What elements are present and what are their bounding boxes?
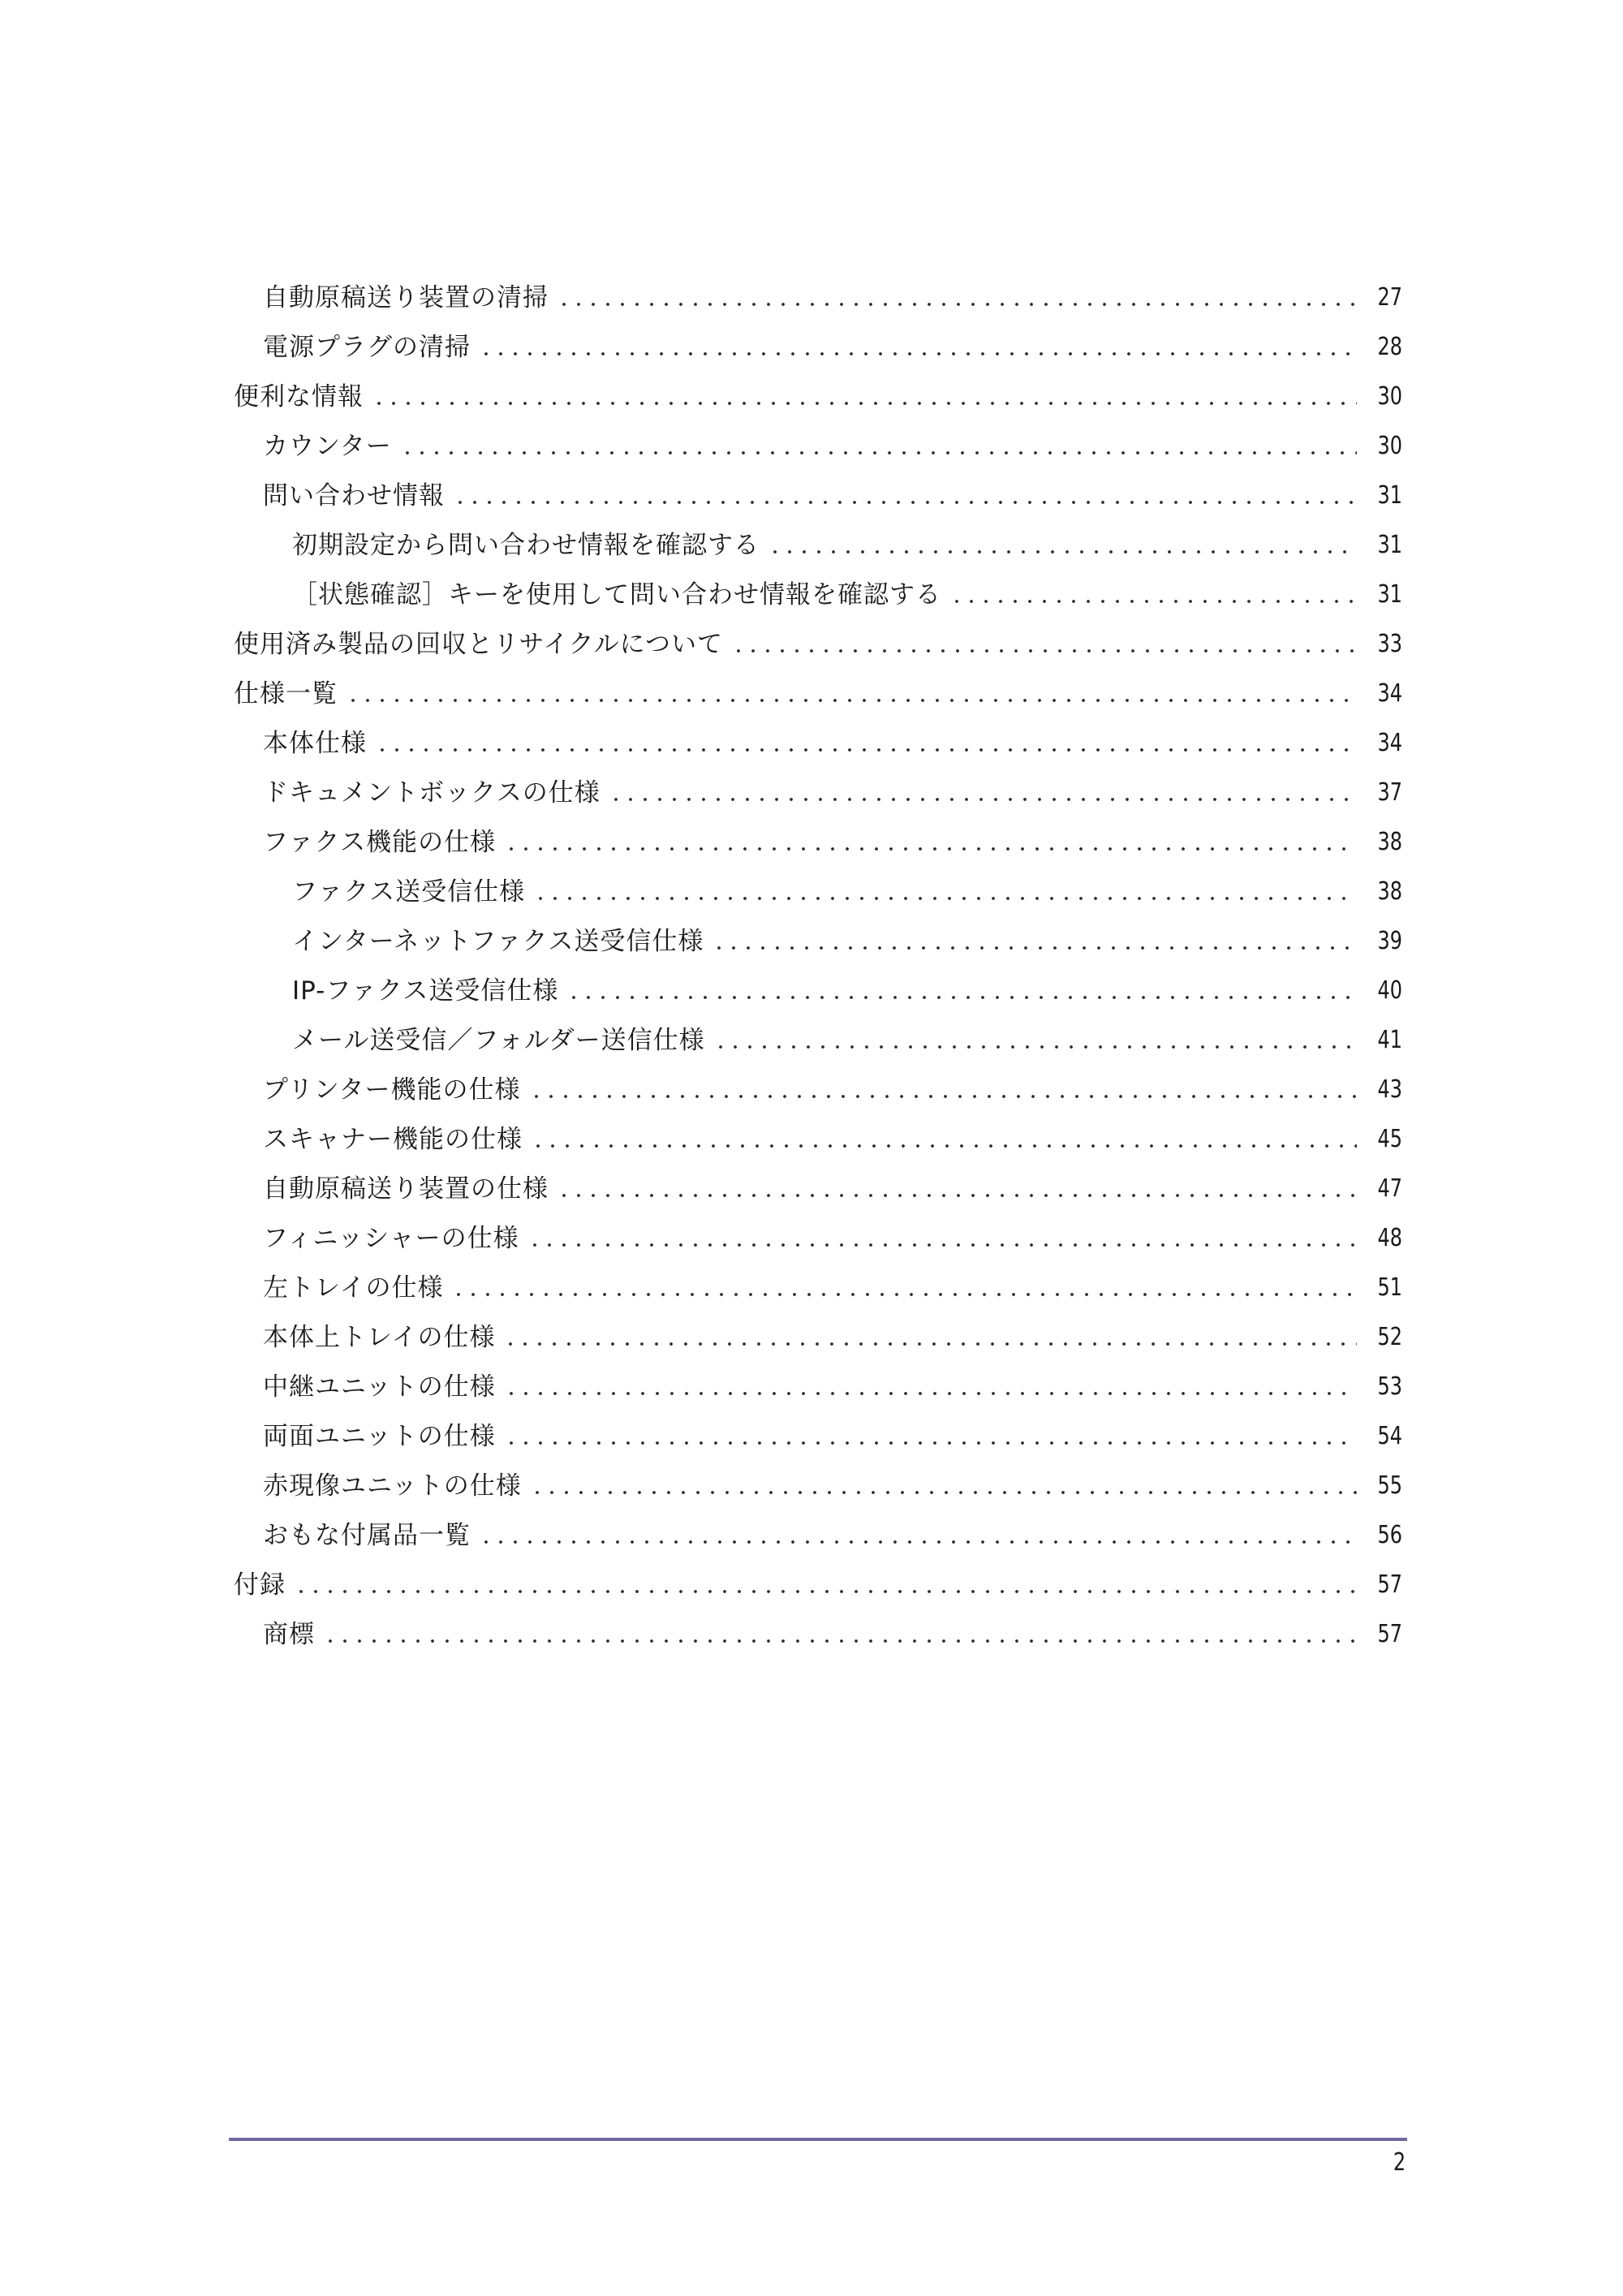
dot-leader bbox=[529, 1094, 1357, 1099]
toc-entry-page: 57 bbox=[1377, 1570, 1402, 1599]
toc-entry-title: 商標 bbox=[263, 1619, 315, 1649]
toc-entry-page: 51 bbox=[1377, 1273, 1402, 1302]
toc-entry-title: メール送受信／フォルダー送信仕様 bbox=[292, 1025, 705, 1055]
dot-leader bbox=[294, 1589, 1357, 1594]
toc-entry-title: IP-ファクス送受信仕様 bbox=[292, 976, 559, 1006]
toc-entry-page: 54 bbox=[1377, 1421, 1402, 1450]
dot-leader bbox=[557, 302, 1357, 307]
dot-leader bbox=[479, 351, 1357, 356]
toc-entry-title: インターネットファクス送受信仕様 bbox=[292, 926, 704, 956]
dot-leader bbox=[527, 1243, 1357, 1247]
toc-entry-page: 57 bbox=[1377, 1619, 1402, 1648]
toc-entry[interactable] bbox=[234, 1411, 1402, 1461]
toc-entry-page: 31 bbox=[1377, 480, 1402, 510]
toc-entry[interactable] bbox=[234, 520, 1402, 570]
dot-leader bbox=[768, 549, 1357, 554]
toc-entry-title: 自動原稿送り装置の仕様 bbox=[263, 1174, 549, 1204]
toc-entry-title: カウンター bbox=[263, 431, 392, 461]
toc-entry[interactable] bbox=[234, 817, 1402, 867]
toc-entry-title: ファクス送受信仕様 bbox=[292, 877, 526, 907]
dot-leader bbox=[372, 401, 1357, 406]
toc-entry-page: 28 bbox=[1377, 332, 1402, 361]
toc-entry[interactable] bbox=[234, 471, 1402, 520]
toc-entry-title: 左トレイの仕様 bbox=[263, 1273, 444, 1303]
toc-entry[interactable] bbox=[234, 1164, 1402, 1213]
toc-entry-title: ドキュメントボックスの仕様 bbox=[263, 778, 601, 808]
toc-entry-title: 本体上トレイの仕様 bbox=[263, 1322, 496, 1352]
toc-entry[interactable] bbox=[234, 916, 1402, 966]
toc-entry-title: 初期設定から問い合わせ情報を確認する bbox=[292, 530, 760, 560]
toc-entry-title: 電源プラグの清掃 bbox=[263, 332, 471, 362]
toc-entry-page: 30 bbox=[1377, 381, 1402, 411]
dot-leader bbox=[557, 1193, 1357, 1198]
toc-entry[interactable] bbox=[234, 570, 1402, 619]
toc-entry-title: おもな付属品一覧 bbox=[263, 1520, 471, 1550]
toc-entry-title: 仕様一覧 bbox=[234, 678, 338, 709]
toc-entry-title: 問い合わせ情報 bbox=[263, 480, 445, 510]
toc-entry[interactable] bbox=[234, 1461, 1402, 1510]
toc-entry[interactable] bbox=[234, 867, 1402, 916]
dot-leader bbox=[949, 599, 1357, 604]
toc-entry-title: 中継ユニットの仕様 bbox=[263, 1372, 496, 1402]
toc-entry[interactable] bbox=[234, 1362, 1402, 1411]
toc-entry-page: 34 bbox=[1377, 728, 1402, 757]
toc-entry-page: 27 bbox=[1377, 282, 1402, 312]
toc-entry-page: 55 bbox=[1377, 1471, 1402, 1500]
dot-leader bbox=[323, 1639, 1357, 1643]
dot-leader bbox=[479, 1540, 1357, 1544]
toc-entry-page: 38 bbox=[1377, 827, 1402, 856]
toc-entry[interactable] bbox=[234, 768, 1402, 817]
toc-entry-page: 37 bbox=[1377, 778, 1402, 807]
toc-entry-page: 34 bbox=[1377, 678, 1402, 708]
toc-entry[interactable] bbox=[234, 966, 1402, 1015]
toc-entry[interactable] bbox=[234, 1263, 1402, 1312]
toc-entry[interactable] bbox=[234, 619, 1402, 669]
dot-leader bbox=[375, 747, 1357, 752]
dot-leader bbox=[533, 896, 1357, 901]
toc-entry[interactable] bbox=[234, 1114, 1402, 1164]
footer-rule bbox=[229, 2138, 1407, 2141]
toc-entry-page: 40 bbox=[1377, 976, 1402, 1005]
toc-entry-page: 31 bbox=[1377, 530, 1402, 559]
dot-leader bbox=[566, 995, 1357, 1000]
toc-entry-page: 38 bbox=[1377, 877, 1402, 906]
toc-entry[interactable] bbox=[234, 421, 1402, 471]
toc-entry[interactable] bbox=[234, 1510, 1402, 1560]
toc-entry[interactable] bbox=[234, 1065, 1402, 1114]
toc-entry-title: 便利な情報 bbox=[234, 381, 364, 411]
toc-entry-title: フィニッシャーの仕様 bbox=[263, 1223, 519, 1253]
toc-entry[interactable] bbox=[234, 1609, 1402, 1659]
toc-entry[interactable] bbox=[234, 1560, 1402, 1609]
dot-leader bbox=[609, 797, 1357, 802]
dot-leader bbox=[504, 1441, 1357, 1445]
table-of-contents bbox=[234, 273, 1402, 1659]
toc-entry-page: 53 bbox=[1377, 1372, 1402, 1401]
dot-leader bbox=[503, 1342, 1357, 1346]
toc-entry-page: 47 bbox=[1377, 1174, 1402, 1203]
toc-entry-title: ［状態確認］キーを使用して問い合わせ情報を確認する bbox=[292, 579, 941, 610]
toc-entry-title: 使用済み製品の回収とリサイクルについて bbox=[234, 629, 724, 659]
toc-entry-page: 41 bbox=[1377, 1025, 1402, 1054]
toc-entry[interactable] bbox=[234, 1015, 1402, 1065]
toc-entry-page: 31 bbox=[1377, 579, 1402, 609]
toc-entry[interactable] bbox=[234, 372, 1402, 421]
toc-entry-title: ファクス機能の仕様 bbox=[263, 827, 497, 857]
toc-entry-page: 33 bbox=[1377, 629, 1402, 658]
dot-leader bbox=[530, 1490, 1357, 1495]
toc-entry-title: プリンター機能の仕様 bbox=[263, 1075, 521, 1105]
toc-entry-title: 赤現像ユニットの仕様 bbox=[263, 1471, 522, 1501]
toc-entry[interactable] bbox=[234, 1312, 1402, 1362]
toc-entry[interactable] bbox=[234, 669, 1402, 718]
toc-entry-title: 自動原稿送り装置の清掃 bbox=[263, 282, 549, 312]
toc-entry-title: 付録 bbox=[234, 1570, 286, 1600]
toc-entry-title: スキャナー機能の仕様 bbox=[263, 1124, 523, 1154]
dot-leader bbox=[504, 846, 1357, 851]
toc-entry-page: 52 bbox=[1377, 1322, 1402, 1351]
dot-leader bbox=[453, 500, 1357, 505]
toc-entry-page: 43 bbox=[1377, 1075, 1402, 1104]
toc-entry-page: 56 bbox=[1377, 1520, 1402, 1549]
dot-leader bbox=[712, 946, 1357, 950]
dot-leader bbox=[400, 450, 1357, 455]
dot-leader bbox=[531, 1144, 1357, 1148]
dot-leader bbox=[346, 698, 1357, 703]
toc-entry[interactable] bbox=[234, 1213, 1402, 1263]
toc-entry-page: 30 bbox=[1377, 431, 1402, 460]
toc-entry-page: 39 bbox=[1377, 926, 1402, 955]
toc-entry-page: 48 bbox=[1377, 1223, 1402, 1252]
toc-entry[interactable] bbox=[234, 322, 1402, 372]
toc-entry[interactable] bbox=[234, 273, 1402, 322]
page-number: 2 bbox=[1393, 2148, 1406, 2177]
dot-leader bbox=[451, 1292, 1357, 1297]
dot-leader bbox=[713, 1045, 1357, 1049]
toc-entry-title: 本体仕様 bbox=[263, 728, 367, 758]
dot-leader bbox=[731, 648, 1357, 653]
toc-entry-title: 両面ユニットの仕様 bbox=[263, 1421, 496, 1451]
toc-entry-page: 45 bbox=[1377, 1124, 1402, 1153]
toc-entry[interactable] bbox=[234, 718, 1402, 768]
dot-leader bbox=[504, 1391, 1357, 1396]
